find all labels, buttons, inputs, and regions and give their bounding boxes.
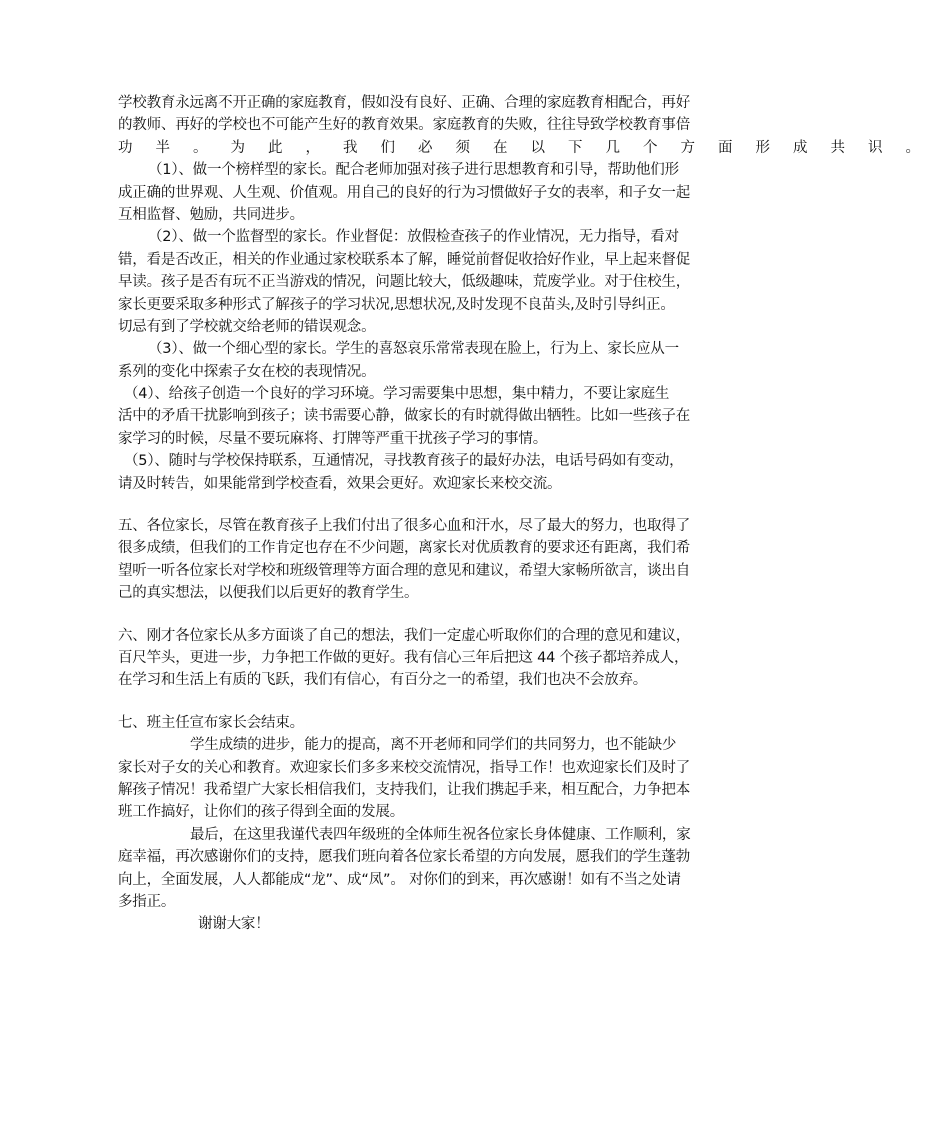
text-line: 请及时转告，如果能常到学校查看，效果会更好。欢迎家长来校交流。 bbox=[118, 475, 562, 492]
text-line: 的教师、再好的学校也不可能产生好的教育效果。家庭教育的失败，往往导致学校教育事倍 bbox=[118, 117, 690, 134]
text-line: 六、刚才各位家长从多方面谈了自己的想法，我们一定虚心听取你们的合理的意见和建议， bbox=[118, 627, 690, 644]
section-7-title: 七、班主任宣布家长会结束。 bbox=[118, 714, 304, 731]
text-line: 多指正。 bbox=[118, 893, 176, 910]
item-4-paragraph bbox=[118, 383, 690, 450]
text-line: 己的真实想法，以便我们以后更好的教育学生。 bbox=[118, 585, 419, 602]
item-3-paragraph bbox=[118, 338, 678, 383]
text-line: 学校教育永远离不开正确的家庭教育，假如没有良好、正确、合理的家庭教育相配合，再好 bbox=[118, 95, 690, 111]
section-5-paragraph bbox=[118, 515, 690, 605]
text-line: 成正确的世界观、人生观、价值观。用自己的良好的行为习惯做好子女的表率，和子女一起 bbox=[118, 184, 690, 201]
text-line: 学生成绩的进步，能力的提高，离不开老师和同学们的共同努力，也不能缺少 bbox=[190, 737, 677, 754]
paragraph-spacer bbox=[118, 605, 678, 625]
text-line: 切忌有到了学校就交给老师的错误观念。 bbox=[118, 318, 376, 335]
text-line: （1）、做一个榜样型的家长。配合老师加强对孩子进行思想教育和引导，帮助他们形 bbox=[148, 162, 679, 179]
document-body bbox=[118, 92, 943, 936]
text-line: （3）、做一个细心型的家长。学生的喜怒哀乐常常表现在脸上，行为上、家长应从一 bbox=[148, 341, 679, 358]
text-line: （5）、随时与学校保持联系，互通情况，寻找教育孩子的最好办法，电话号码如有变动， bbox=[124, 453, 684, 470]
section-7 bbox=[118, 712, 691, 936]
paragraph-spacer bbox=[118, 495, 678, 515]
text-line: 家长更要采取多种形式了解孩子的学习状况,思想状况,及时发现不良苗头,及时引导纠正。 bbox=[118, 296, 675, 313]
section-6-paragraph bbox=[118, 625, 690, 692]
text-line: 活中的矛盾干扰影响到孩子；读书需要心静，做家长的有时就得做出牺牲。比如一些孩子在 bbox=[118, 408, 690, 425]
item-1-paragraph bbox=[118, 159, 690, 226]
text-line: 在学习和生活上有质的飞跃，我们有信心，有百分之一的希望，我们也决不会放弃。 bbox=[118, 672, 648, 689]
text-line: 向上，全面发展，人人都能成“龙”、成“凤”。 对你们的到来，再次感谢！如有不当之处请 bbox=[118, 871, 681, 888]
text-line: 解孩子情况！我希望广大家长相信我们，支持我们，让我们携起手来，相互配合，力争把本 bbox=[118, 781, 690, 798]
closing-line: 谢谢大家！ bbox=[198, 916, 270, 933]
text-line: （2）、做一个监督型的家长。作业督促：放假检查孩子的作业情况，无力指导，看对 bbox=[148, 229, 679, 246]
text-line: 早读。孩子是否有玩不正当游戏的情况，问题比较大，低级趣味，荒废学业。对于住校生， bbox=[118, 274, 690, 291]
text-line: 很多成绩，但我们的工作肯定也存在不少问题，离家长对优质教育的要求还有距离，我们希 bbox=[118, 540, 690, 557]
item-5-paragraph bbox=[118, 450, 684, 495]
paragraph-spacer bbox=[118, 692, 678, 712]
text-line: 庭幸福，再次感谢你们的支持，愿我们班向着各位家长希望的方向发展，愿我们的学生蓬勃 bbox=[118, 849, 690, 866]
text-line: 百尺竿头，更进一步，力争把工作做的更好。我有信心三年后把这 44 个孩子都培养成人， bbox=[118, 649, 689, 666]
intro-paragraph bbox=[118, 92, 943, 159]
text-line: 班工作搞好，让你们的孩子得到全面的发展。 bbox=[118, 804, 404, 821]
text-line: 望听一听各位家长对学校和班级管理等方面合理的意见和建议，希望大家畅所欲言，谈出自 bbox=[118, 562, 690, 579]
item-2-paragraph bbox=[118, 226, 690, 338]
text-line: 家长对子女的关心和教育。欢迎家长们多多来校交流情况，指导工作！也欢迎家长们及时了 bbox=[118, 759, 690, 776]
text-line: 家学习的时候，尽量不要玩麻将、打牌等严重干扰孩子学习的事情。 bbox=[118, 430, 547, 447]
text-line: 最后，在这里我谨代表四年级班的全体师生祝各位家长身体健康、工作顺利，家 bbox=[190, 826, 691, 843]
text-line: 五、各位家长，尽管在教育孩子上我们付出了很多心血和汗水，尽了最大的努力，也取得了 bbox=[118, 518, 690, 535]
text-line: 功半。为此，我们必须在以下几个方面形成共识。 bbox=[118, 139, 943, 156]
text-line: 互相监督、勉励，共同进步。 bbox=[118, 206, 304, 223]
text-line: （4）、给孩子创造一个良好的学习环境。学习需要集中思想，集中精力，不要让家庭生 bbox=[124, 386, 670, 403]
text-line: 错，看是否改正，相关的作业通过家校联系本了解，睡觉前督促收拾好作业，早上起来督促 bbox=[118, 251, 690, 268]
text-line: 系列的变化中探索子女在校的表现情况。 bbox=[118, 363, 376, 380]
